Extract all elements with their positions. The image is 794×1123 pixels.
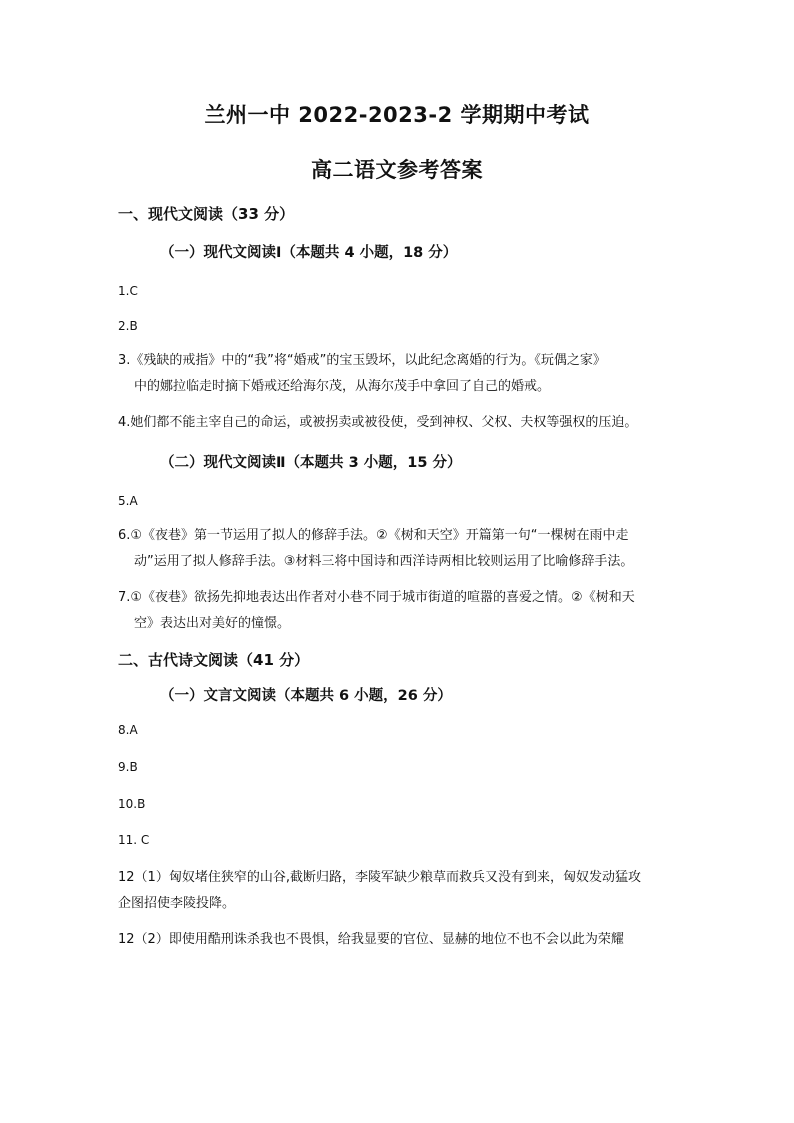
answer-12-part-2-line-1: 12（2）即使用酷刑诛杀我也不畏惧，给我显要的官位、显赫的地位不也不会以此为荣耀 [118,932,624,947]
section-heading-classical-reading: 二、古代诗文阅读（41 分） [118,651,310,669]
answer-12-part-1-line-2: 企图招使李陵投降。 [118,896,236,911]
answer-9: 9.B [118,760,138,774]
answer-7-line-1: 7.①《夜巷》欲扬先抑地表达出作者对小巷不同于城市街道的喧嚣的喜爱之情。②《树和天 [118,590,635,605]
subsection-heading-modern-reading-2: （二）现代文阅读Ⅱ（本题共 3 小题，15 分） [160,455,462,471]
answer-3-line-2: 中的娜拉临走时摘下婚戒还给海尔茂，从海尔茂手中拿回了自己的婚戒。 [134,379,551,394]
document-subtitle: 高二语文参考答案 [311,158,483,182]
answer-4-line-1: 4.她们都不能主宰自己的命运，或被拐卖或被役使，受到神权、父权、夫权等强权的压迫。 [118,415,638,430]
answer-11: 11. C [118,833,150,847]
answer-6-line-1: 6.①《夜巷》第一节运用了拟人的修辞手法。②《树和天空》开篇第一句“一棵树在雨中走 [118,528,629,543]
answer-10: 10.B [118,797,146,811]
document-title: 兰州一中 2022-2023-2 学期期中考试 [204,103,590,127]
subsection-heading-modern-reading-1: （一）现代文阅读Ⅰ（本题共 4 小题，18 分） [160,245,458,261]
answer-12-part-1 [118,865,678,917]
answer-12-part-1-line-1: 12（1）匈奴堵住狭窄的山谷,截断归路，李陵军缺少粮草而救兵又没有到来，匈奴发动猛攻 [118,870,641,885]
answer-2: 2.B [118,319,138,333]
answer-5: 5.A [118,494,138,508]
subsection-heading-classical-prose: （一）文言文阅读（本题共 6 小题，26 分） [160,688,452,704]
answer-6-line-2: 动”运用了拟人修辞手法。③材料三将中国诗和西洋诗两相比较则运用了比喻修辞手法。 [134,554,634,569]
answer-3-line-1: 3.《残缺的戒指》中的“我”将“婚戒”的宝玉毁坏，以此纪念离婚的行为。《玩偶之家》 [118,353,606,368]
answer-8: 8.A [118,723,138,737]
answer-7-line-2: 空》表达出对美好的憧憬。 [134,616,291,631]
section-heading-modern-reading: 一、现代文阅读（33 分） [118,205,295,223]
answer-12-part-2 [118,927,678,953]
answer-7 [118,585,678,637]
answer-3 [118,348,678,400]
answer-1: 1.C [118,284,138,298]
answer-6 [118,523,678,575]
answer-4 [118,410,678,436]
